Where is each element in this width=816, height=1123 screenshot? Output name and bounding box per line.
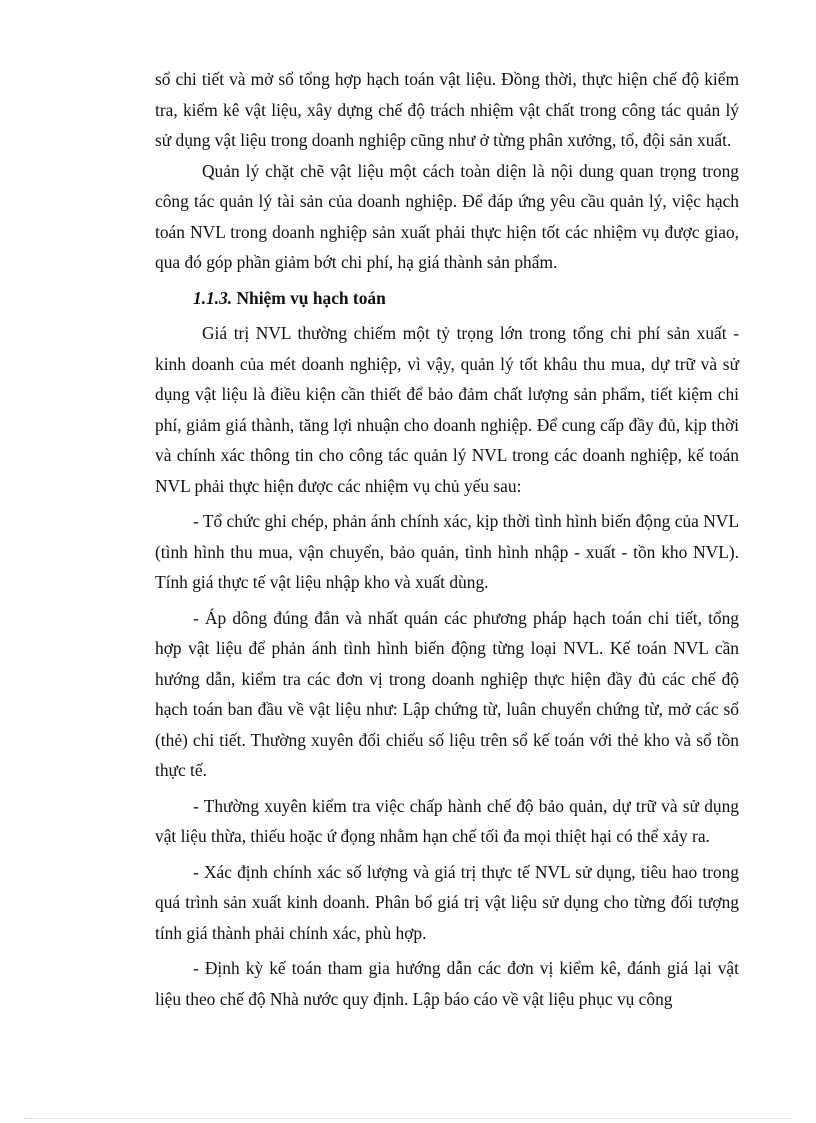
- page-bottom-divider: [24, 1118, 792, 1119]
- document-body: [155, 64, 739, 1014]
- paragraph-management: Quản lý chặt chẽ vật liệu một cách toàn diện là nội dung quan trọng trong công tác quản lý tài sản của doanh nghiệp. Để đáp ứng yêu cầu quản lý, việc hạch toán NVL trong doanh nghiệp sản xuất phải thực hiện tốt các nhiệm vụ được giao, qua đó góp phần giảm bớt chi phí, hạ giá thành sản phẩm.: [155, 160, 739, 272]
- paragraph-continuation: sổ chi tiết và mở sổ tổng hợp hạch toán vật liệu. Đồng thời, thực hiện chế độ kiểm tra, kiểm kê vật liệu, xây dựng chế độ trách nhiệm vật chất trong công tác quản lý sử dụng vật liệu trong doanh nghiệp cũng như ở từng phân xưởng, tổ, đội sản xuất.: [155, 69, 739, 150]
- task-item-3: - Thường xuyên kiểm tra việc chấp hành chế độ bảo quản, dự trữ và sử dụng vật liệu thừa, thiếu hoặc ứ đọng nhằm hạn chế tối đa mọi thiệt hại có thể xảy ra.: [155, 795, 739, 846]
- task-item-2: - Áp dông đúng đắn và nhất quán các phương pháp hạch toán chi tiết, tổng hợp vật liệu để phản ánh tình hình biến động từng loại NVL. Kế toán NVL cần hướng dẫn, kiểm tra các đơn vị trong doanh nghiệp thực hiện đầy đủ các chế độ hạch toán ban đầu về vật liệu như: Lập chứng từ, luân chuyển chứng từ, mở các sổ (thẻ) chi tiết. Thường xuyên đối chiếu số liệu trên sổ kế toán với thẻ kho và sổ tồn thực tế.: [155, 607, 739, 780]
- paragraph-nvl-value: Giá trị NVL thường chiếm một tỷ trọng lớn trong tổng chi phí sản xuất - kinh doanh của mét doanh nghiệp, vì vậy, quản lý tốt khâu thu mua, dự trữ và sử dụng vật liệu là điều kiện cần thiết để bảo đảm chất lượng sản phẩm, tiết kiệm chi phí, giảm giá thành, tăng lợi nhuận cho doanh nghiệp. Để cung cấp đầy đủ, kịp thời và chính xác thông tin cho công tác quản lý NVL trong các doanh nghiệp, kế toán NVL phải thực hiện được các nhiệm vụ chủ yếu sau:: [155, 323, 739, 496]
- section-number: 1.1.3.: [193, 287, 233, 308]
- section-heading: [155, 283, 739, 314]
- task-item-1: - Tổ chức ghi chép, phản ánh chính xác, kịp thời tình hình biến động của NVL (tình hình thu mua, vận chuyển, bảo quản, tình hình nhập - xuất - tồn kho NVL). Tính giá thực tế vật liệu nhập kho và xuất dùng.: [155, 511, 739, 592]
- section-title: Nhiệm vụ hạch toán: [236, 287, 386, 308]
- task-item-5: - Định kỳ kế toán tham gia hướng dẫn các đơn vị kiểm kê, đánh giá lại vật liệu theo chế độ Nhà nước quy định. Lập báo cáo về vật liệu phục vụ công: [155, 958, 739, 1009]
- task-item-4: - Xác định chính xác số lượng và giá trị thực tế NVL sử dụng, tiêu hao trong quá trình sản xuất kinh doanh. Phân bổ giá trị vật liệu sử dụng cho từng đối tượng tính giá thành phải chính xác, phù hợp.: [155, 861, 739, 943]
